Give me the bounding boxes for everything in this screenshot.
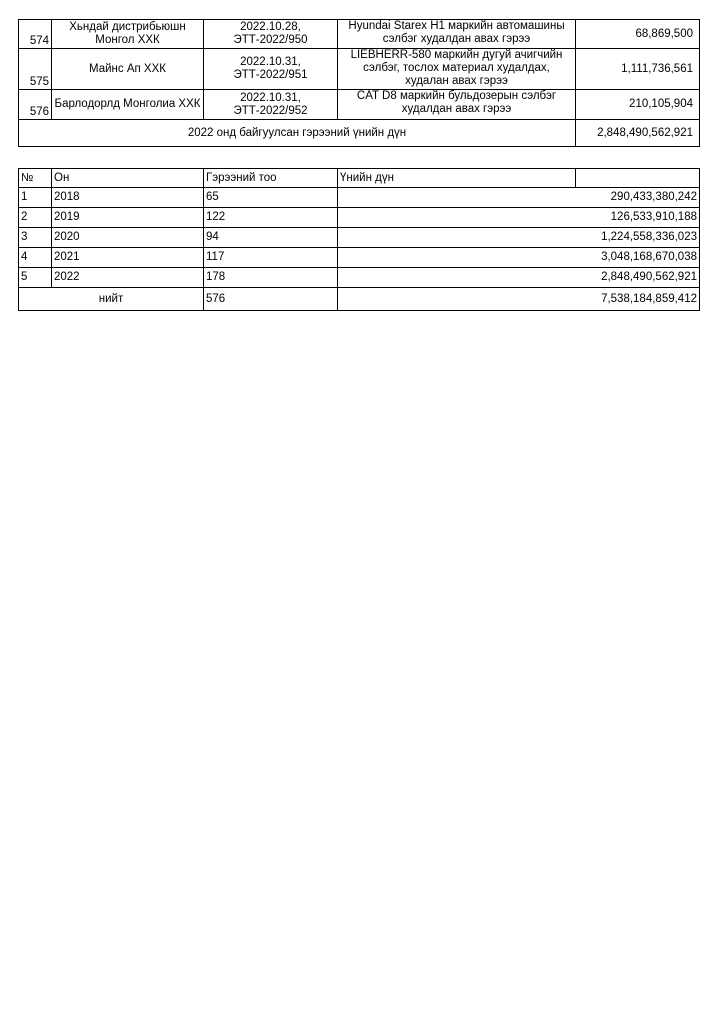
table-row	[19, 49, 700, 90]
contract-description: CAT D8 маркийн бульдозерын сэлбэг худалдан авах гэрээ	[338, 90, 576, 120]
row-count: 117	[204, 248, 338, 268]
row-year: 2020	[52, 228, 204, 248]
header-no: №	[19, 169, 52, 188]
row-no: 2	[19, 208, 52, 228]
contract-company: Майнс Ап ХХК	[52, 49, 204, 90]
footer-label: нийт	[19, 288, 204, 311]
contract-number: 576	[19, 90, 52, 120]
row-value: 2,848,490,562,921	[338, 268, 700, 288]
table-row	[19, 268, 700, 288]
table-row	[19, 188, 700, 208]
summary-header-row	[19, 169, 700, 188]
header-count: Гэрээний тоо	[204, 169, 338, 188]
summary-table	[18, 168, 700, 311]
contract-description: LIEBHERR-580 маркийн дугуй ачигчийн сэлбэг, тослох материал худалдах, худалан авах гэрээ	[338, 49, 576, 90]
contract-number: 575	[19, 49, 52, 90]
contract-company: Барлодорлд Монголиа ХХК	[52, 90, 204, 120]
table-row	[19, 248, 700, 268]
row-year: 2019	[52, 208, 204, 228]
row-value: 290,433,380,242	[338, 188, 700, 208]
contract-amount: 1,111,736,561	[576, 49, 700, 90]
contract-date-ref: 2022.10.28, ЭТТ-2022/950	[204, 20, 338, 49]
contract-description: Hyundai Starex H1 маркийн автомашины сэлбэг худалдан авах гэрээ	[338, 20, 576, 49]
row-no: 1	[19, 188, 52, 208]
table-row	[19, 228, 700, 248]
contract-date-ref: 2022.10.31, ЭТТ-2022/952	[204, 90, 338, 120]
contract-number: 574	[19, 20, 52, 49]
footer-value: 7,538,184,859,412	[338, 288, 700, 311]
row-year: 2021	[52, 248, 204, 268]
total-row	[19, 120, 700, 147]
contract-company: Хьндай дистрибьюшн Монгол ХХК	[52, 20, 204, 49]
row-count: 122	[204, 208, 338, 228]
row-value: 1,224,558,336,023	[338, 228, 700, 248]
contract-date-ref: 2022.10.31, ЭТТ-2022/951	[204, 49, 338, 90]
table-row	[19, 208, 700, 228]
row-value: 3,048,168,670,038	[338, 248, 700, 268]
row-count: 65	[204, 188, 338, 208]
summary-footer-row	[19, 288, 700, 311]
contract-amount: 68,869,500	[576, 20, 700, 49]
total-label: 2022 онд байгуулсан гэрээний үнийн дүн	[19, 120, 576, 147]
row-no: 5	[19, 268, 52, 288]
row-no: 4	[19, 248, 52, 268]
row-count: 94	[204, 228, 338, 248]
footer-count: 576	[204, 288, 338, 311]
header-empty	[576, 169, 700, 188]
row-value: 126,533,910,188	[338, 208, 700, 228]
header-value: Үнийн дүн	[338, 169, 576, 188]
row-year: 2022	[52, 268, 204, 288]
table-row	[19, 90, 700, 120]
row-year: 2018	[52, 188, 204, 208]
row-count: 178	[204, 268, 338, 288]
contract-amount: 210,105,904	[576, 90, 700, 120]
contracts-table	[18, 19, 700, 147]
header-year: Он	[52, 169, 204, 188]
row-no: 3	[19, 228, 52, 248]
total-value: 2,848,490,562,921	[576, 120, 700, 147]
table-row	[19, 20, 700, 49]
